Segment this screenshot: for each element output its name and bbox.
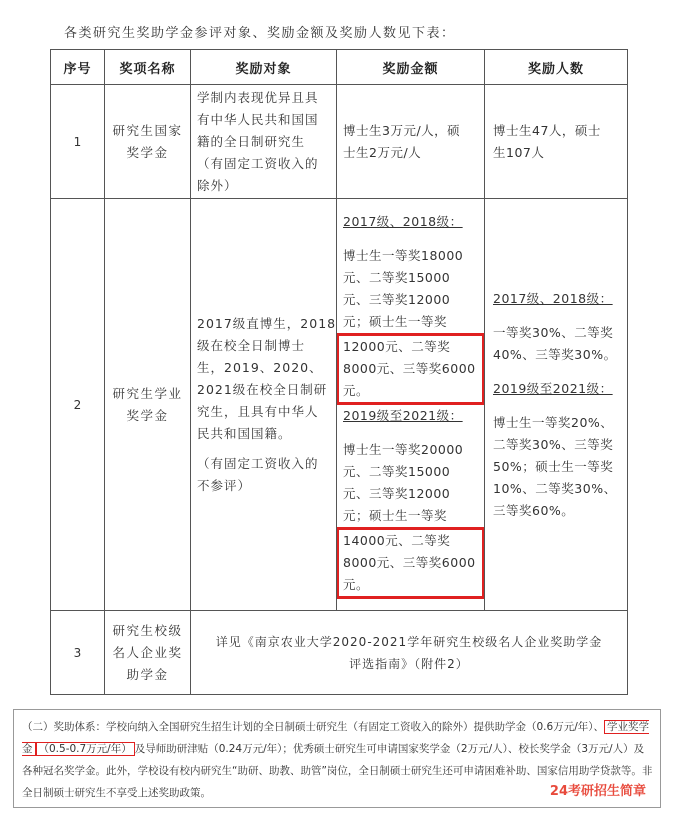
amount-line: 8000元、三等奖6000: [343, 554, 476, 570]
header-target: 奖励对象: [191, 50, 337, 85]
award-name-line: 研究生校级: [112, 622, 183, 638]
row-num: 3: [51, 611, 105, 695]
count-line: 博士生47人，硕士: [493, 122, 601, 138]
target-line: 2017级直博生，2018: [197, 315, 337, 331]
row-num: 1: [51, 85, 105, 199]
amount-line: 元；硕士生一等奖: [343, 507, 448, 523]
award-name-line: 奖学金: [126, 144, 169, 160]
award-name-line: 研究生学业: [112, 385, 183, 401]
count-line: 40%、三等奖30%。: [493, 346, 617, 362]
amount-line: 博士生一等奖20000: [343, 441, 464, 457]
detail-line: 详见《南京农业大学2020-2021学年研究生校级名人企业奖助学金: [215, 634, 603, 649]
amount-line: 元。: [343, 576, 370, 592]
watermark-text: 24考研招生简章: [549, 784, 646, 799]
target-line: （有固定工资收入的: [197, 455, 319, 471]
count-line: 三等奖60%。: [493, 502, 575, 518]
row-num: 2: [51, 199, 105, 611]
target-line: 有中华人民共和国国: [197, 111, 319, 127]
table-row: [51, 85, 628, 199]
amount-line: 元、二等奖15000: [343, 269, 451, 285]
award-target: [191, 199, 337, 611]
target-line: 除外）: [197, 177, 238, 193]
merged-detail: [191, 611, 628, 695]
header-count: 奖励人数: [485, 50, 628, 85]
amount-line: 元；硕士生一等奖: [343, 313, 448, 329]
highlight-box: [336, 527, 485, 599]
note-text-part: （二）奖助体系：学校向纳入全国研究生招生计划的全日制硕士研究生（有固定工资收入的除外）提供助学金（0.6万元/年）、: [22, 721, 604, 733]
header-name: 奖项名称: [105, 50, 191, 85]
award-name: [105, 611, 191, 695]
award-target: [191, 85, 337, 199]
intro-text: 各类研究生奖助学金参评对象、奖励金额及奖励人数见下表：: [64, 26, 456, 41]
count-line: 博士生一等奖20%、: [493, 414, 614, 430]
target-line: 生，2019、2020、: [197, 359, 323, 375]
table-row: [51, 611, 628, 695]
count-line: 二等奖30%、三等奖: [493, 436, 614, 452]
amount-group-title: 2019级至2021级：: [343, 407, 463, 423]
target-line: 学制内表现优异且具: [197, 89, 319, 105]
amount-line: 元、二等奖15000: [343, 463, 451, 479]
award-amount: [337, 199, 485, 611]
note-text-part: 及导师助研津贴（0.24万元/年）；优秀硕士研究生可申请国家奖学金（2万元/人）、校长奖学金（3万元/人）及各种冠名奖学金。此外，学校设有校内研究生“助研、助教、助管”岗位，全日制硕士研究生还可申请困难补助、国家信用助学贷款等。非全日制硕士研究生不享受上述奖助政策。: [22, 743, 653, 799]
award-count: [485, 199, 628, 611]
award-name: [105, 85, 191, 199]
count-group-title: 2019级至2021级：: [493, 380, 613, 396]
amount-line: 士生2万元/人: [343, 144, 422, 160]
target-line: 籍的全日制研究生: [197, 133, 306, 149]
header-amount: 奖励金额: [337, 50, 485, 85]
count-group-title: 2017级、2018级：: [493, 290, 613, 306]
highlight-box: [336, 333, 485, 405]
award-name-line: 助学金: [126, 666, 169, 682]
award-amount: [337, 85, 485, 199]
amount-group-title: 2017级、2018级：: [343, 213, 463, 229]
funding-note-box: [13, 709, 661, 808]
amount-line: 博士生3万元/人，硕: [343, 122, 461, 138]
scholarship-table: [50, 49, 628, 695]
award-count: [485, 85, 628, 199]
target-line: （有固定工资收入的: [197, 155, 319, 171]
amount-line: 8000元、三等奖6000: [343, 360, 476, 376]
amount-line: 元。: [343, 382, 370, 398]
count-line: 一等奖30%、二等奖: [493, 324, 614, 340]
detail-line: 评选指南》（附件2）: [349, 656, 469, 671]
target-line: 究生，且具有中华人: [197, 403, 319, 419]
award-name-line: 奖学金: [126, 407, 169, 423]
amount-line: 12000元、二等奖: [343, 338, 451, 354]
table-row: [51, 199, 628, 611]
award-name: [105, 199, 191, 611]
amount-line: 博士生一等奖18000: [343, 247, 464, 263]
award-name-line: 名人企业奖: [112, 644, 183, 660]
target-line: 民共和国国籍。: [197, 425, 292, 441]
award-name-line: 研究生国家: [112, 122, 183, 138]
amount-line: 元、三等奖12000: [343, 485, 451, 501]
highlighted-amount: （0.5-0.7万元/年）: [36, 742, 135, 756]
amount-line: 元、三等奖12000: [343, 291, 451, 307]
header-num: 序号: [51, 50, 105, 85]
count-line: 50%；硕士生一等奖: [493, 458, 614, 474]
target-line: 不参评）: [197, 477, 252, 493]
count-line: 10%、二等奖30%、: [493, 480, 617, 496]
highlighted-term: 学业奖学金: [22, 721, 649, 755]
target-line: 2021级在校全日制研: [197, 381, 328, 397]
table-header-row: [51, 50, 628, 85]
count-line: 生107人: [493, 144, 545, 160]
amount-line: 14000元、二等奖: [343, 532, 451, 548]
target-line: 级在校全日制博士: [197, 337, 306, 353]
